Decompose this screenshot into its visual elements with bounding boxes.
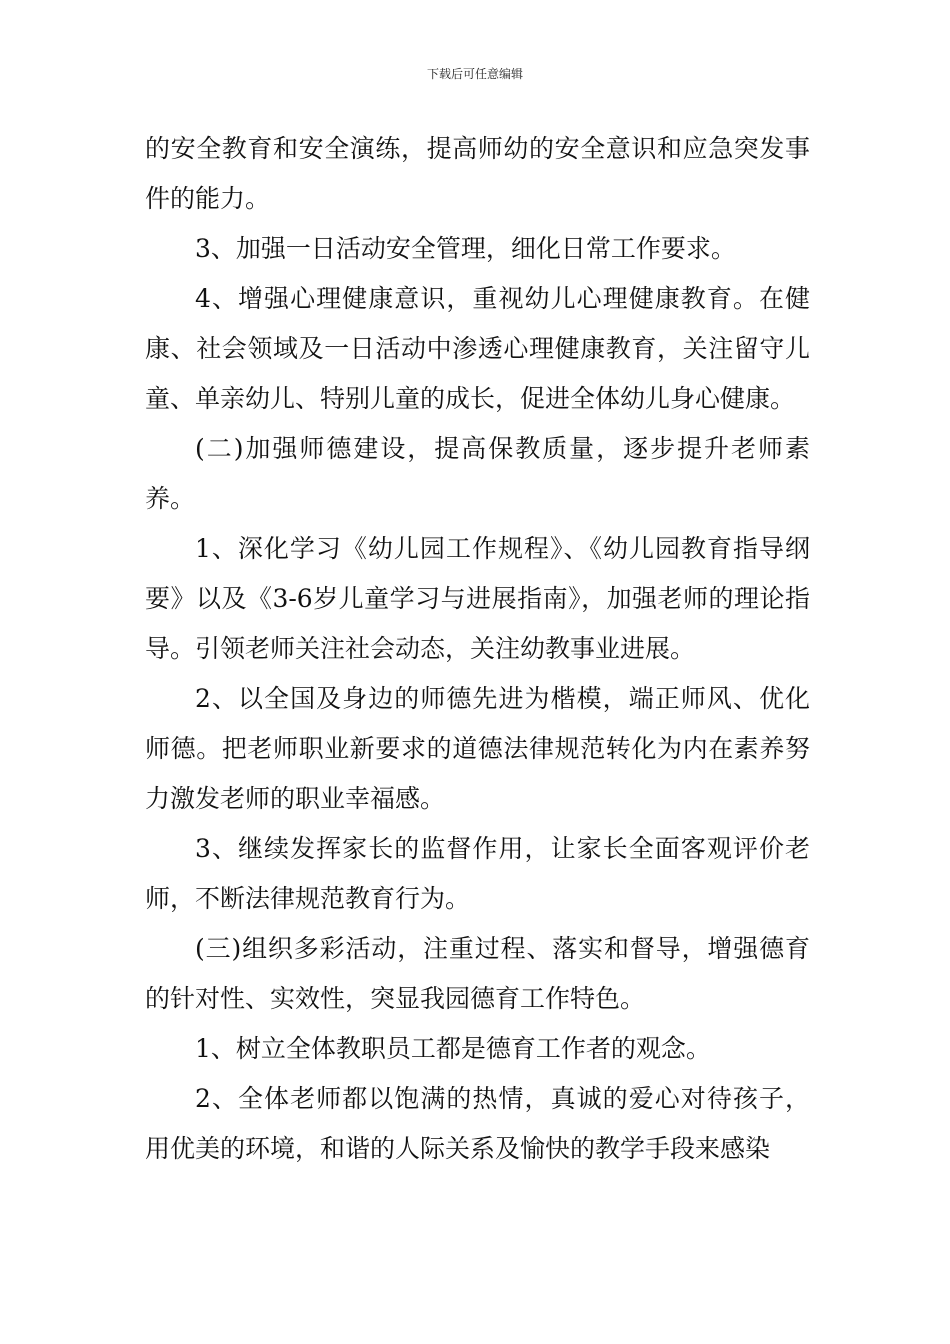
page-header: 下载后可任意编辑: [426, 67, 523, 81]
section-heading: (三)组织多彩活动，注重过程、落实和督导，增强德育的针对性、实效性，突显我园德育工作特色。: [145, 934, 810, 1013]
document-body: [145, 124, 810, 1174]
paragraph: 4、增强心理健康意识，重视幼儿心理健康教育。在健康、社会领域及一日活动中渗透心理健康教育，关注留守儿童、单亲幼儿、特别儿童的成长，促进全体幼儿身心健康。: [145, 284, 810, 413]
paragraph: 3、加强一日活动安全管理，细化日常工作要求。: [195, 234, 736, 263]
paragraph: 2、全体老师都以饱满的热情，真诚的爱心对待孩子，用优美的环境，和谐的人际关系及愉快的教学手段来感染: [145, 1084, 810, 1163]
paragraph: 2、以全国及身边的师德先进为楷模，端正师风、优化师德。把老师职业新要求的道德法律规范转化为内在素养努力激发老师的职业幸福感。: [145, 684, 810, 813]
paragraph: 的安全教育和安全演练，提高师幼的安全意识和应急突发事件的能力。: [145, 134, 810, 213]
paragraph: 3、继续发挥家长的监督作用，让家长全面客观评价老师，不断法律规范教育行为。: [145, 834, 810, 913]
paragraph: 1、树立全体教职员工都是德育工作者的观念。: [195, 1034, 711, 1063]
section-heading: (二)加强师德建设，提高保教质量，逐步提升老师素养。: [145, 434, 810, 513]
paragraph: 1、深化学习《幼儿园工作规程》、《幼儿园教育指导纲要》以及《3-6岁儿童学习与进展指南》，加强老师的理论指导。引领老师关注社会动态，关注幼教事业进展。: [145, 534, 810, 663]
